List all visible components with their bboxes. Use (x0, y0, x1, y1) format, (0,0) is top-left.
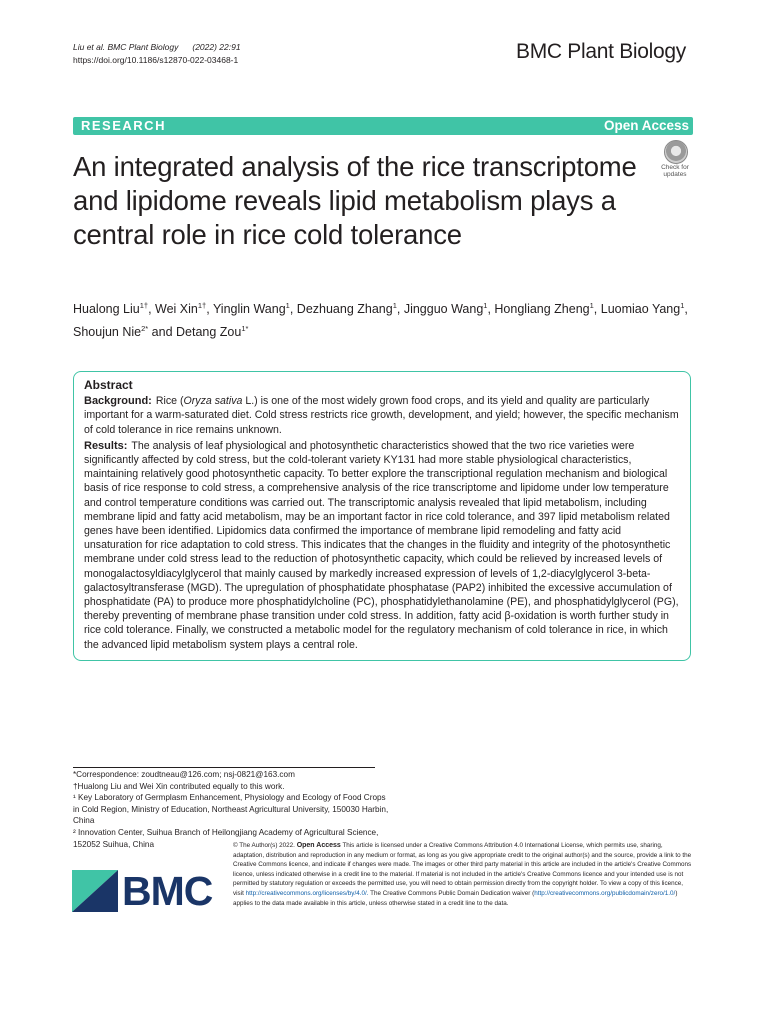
section-banner (73, 117, 693, 135)
author-affiliation-marker: 1 (680, 301, 685, 310)
author-name: Shoujun Nie$^{2*}$ (73, 324, 149, 339)
footnote-divider (73, 767, 375, 768)
results-label: Results: (84, 439, 128, 452)
footnote-affiliation-1: ¹ Key Laboratory of Germplasm Enhancement, Physiology and Ecology of Food Crops in Cold Region, Ministry of Education, Northeast Agricultural University, 150030 Harbin, China (73, 793, 389, 826)
check-updates-line2: updates (663, 171, 687, 178)
footnote-correspondence: *Correspondence: zoudtneau@126.com; nsj-0821@163.com (73, 770, 295, 779)
abstract-box (73, 371, 691, 661)
doi-link[interactable]: https://doi.org/10.1186/s12870-022-03468-1 (73, 55, 239, 65)
author-affiliation-marker: 2* (141, 324, 149, 333)
author-separator: and (148, 325, 177, 339)
license-text (233, 841, 693, 908)
abstract-results (84, 439, 680, 652)
footnotes (73, 769, 393, 850)
license-body-3: ) applies to the data made available in this article, unless otherwise stated in a credit line to the data. (233, 889, 678, 907)
background-post: L.) is one of the most widely grown food crops, and its yield and quality are particularly important for a warm-saturated diet. Cold stress restricts rice growth, development, and yield; however, the specific mechanism of cold tolerance in rice remains unknown. (84, 395, 679, 436)
section-label: RESEARCH (81, 118, 166, 133)
bmc-logo-text: BMC (122, 868, 213, 914)
author-name: Yinglin Wang$^1$ (212, 301, 290, 316)
license-body-2: The Creative Commons Public Domain Dedication waiver ( (370, 889, 535, 897)
author-name: Hongliang Zheng$^1$ (494, 301, 594, 316)
bmc-logo-mark-icon (72, 870, 118, 912)
license-body-1: This article is licensed under a Creative Commons Attribution 4.0 International License, which permits use, sharing, adaptation, distribution and reproduction in any medium or format, as long as you give appropriate credit to the original author(s) and the source, provide a link to the Creative Commons licence, and indicate if changes were made. The images or other third party material in this article are included in the article's Creative Commons licence, unless indicated otherwise in a credit line to the material. If material is not included in the article's Creative Commons licence and your intended use is not permitted by statutory regulation or exceeds the permitted use, you will need to obtain permission directly from the copyright holder. To view a copy of this licence, visit (233, 842, 692, 897)
article-title: An integrated analysis of the rice transcriptome and lipidome reveals lipid metabolism plays a central role in rice cold tolerance (73, 151, 637, 250)
author-separator: , (148, 302, 156, 316)
author-affiliation-marker: 1* (241, 324, 249, 333)
license-url-1[interactable]: http://creativecommons.org/licenses/by/4.0/. (245, 889, 369, 897)
author-separator: , (396, 302, 404, 316)
author-separator: , (289, 302, 297, 316)
author-name: Jingguo Wang$^1$ (403, 301, 488, 316)
license-prefix: © The Author(s) 2022. (233, 842, 295, 849)
author-affiliation-marker: 1 (589, 301, 594, 310)
author-affiliation-marker: 1 (392, 301, 397, 310)
bmc-logo (72, 870, 217, 912)
results-text: The analysis of leaf physiological and photosynthetic characteristics showed that the two rice varieties were significantly affected by cold stress, but the cold-tolerant variety KY131 had more stable physiological characteristics, maintaining relatively good photosynthetic capacity. To better explore the transcriptional regulation mechanism and biological basis of rice response to cold stress, a comprehensive analysis of the rice transcriptome and lipidome under low temperature and control temperature conditions was carried out. The transcriptomic analysis revealed that lipid metabolism, including membrane lipid and fatty acid metabolism, may be an important factor in rice cold tolerance, and 397 lipid metabolism related genes have been identified. Lipidomics data confirmed the importance of membrane lipid remodeling and fatty acid unsaturation for rice adaptation to cold stress. This indicates that the changes in the fluidity and integrity of the photosynthetic membrane under cold stress lead to the reduction of photosynthetic capacity, which could be relieved by increased levels of monogalactosyldiacylglycerol that mainly caused by markedly increased expression of levels of 1,2-diacylglycerol 3-beta-galactosyltransferase (MGD). The upregulation of phosphatidate phosphatase (PAP2) inhibited the excessive accumulation of phosphatidate (PA) to produce more phosphatidylcholine (PC), phosphatidylethanolamine (PE), and phosphatidylglycerol (PG), thereby preventing of membrane phase transition under cold stress. In addition, fatty acid β-oxidation is worth further study in rice cold tolerance. Finally, we constructed a metabolic model for the regulatory mechanism of cold tolerance in rice, in which the advanced lipid metabolism system plays a central role. (84, 439, 679, 651)
abstract-background (84, 394, 680, 437)
author-separator: , (487, 302, 495, 316)
author-separator: , (684, 302, 688, 316)
license-url-2[interactable]: http://creativecommons.org/publicdomain/zero/1.0/ (534, 889, 676, 897)
author-name: Luomiao Yang$^1$ (600, 301, 685, 316)
journal-name: BMC Plant Biology (516, 40, 686, 63)
footnote-affiliation-2: ² Innovation Center, Suihua Branch of Heilongjiang Academy of Agricultural Science, 152052 Suihua, China (73, 827, 379, 849)
citation-line (73, 41, 241, 54)
open-access-label: Open Access (603, 118, 689, 133)
citation-year: (2022) 22:91 (192, 42, 241, 52)
author-affiliation-marker: 1† (197, 301, 207, 310)
author-affiliation-marker: 1 (285, 301, 290, 310)
author-separator: , (593, 302, 601, 316)
footnote-equal-contribution: †Hualong Liu and Wei Xin contributed equally to this work. (73, 781, 285, 791)
check-for-updates-badge[interactable] (655, 140, 695, 182)
check-updates-text (655, 164, 695, 178)
abstract-heading: Abstract (84, 378, 133, 392)
background-pre: Rice ( (155, 395, 184, 408)
author-name: Dezhuang Zhang$^1$ (296, 301, 397, 316)
author-list (73, 296, 693, 342)
citation-text: Liu et al. BMC Plant Biology (73, 42, 179, 52)
license-open-access: Open Access (296, 842, 341, 849)
check-updates-icon (664, 140, 688, 164)
author-separator: , (206, 302, 213, 316)
background-label: Background: (84, 395, 152, 408)
author-name: Detang Zou$^{1*}$ (176, 324, 249, 339)
author-affiliation-marker: 1 (483, 301, 488, 310)
author-affiliation-marker: 1† (139, 301, 149, 310)
author-name: Hualong Liu$^{1\dagger}$ (73, 301, 149, 316)
citation-block (73, 41, 241, 67)
check-updates-line1: Check for (661, 164, 689, 171)
background-species: Oryza sativa (183, 395, 243, 408)
author-name: Wei Xin$^{1\dagger}$ (155, 301, 207, 316)
